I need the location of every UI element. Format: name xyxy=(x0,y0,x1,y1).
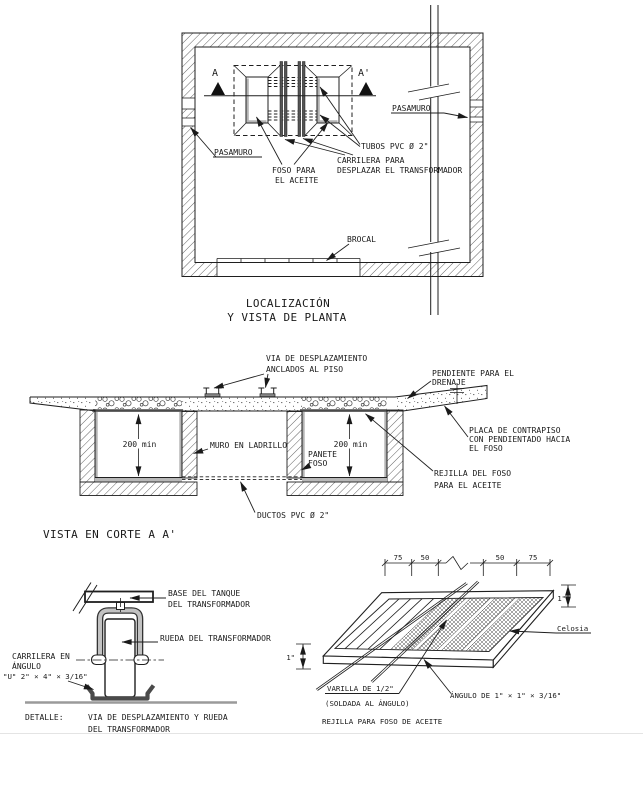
pendiente-label-line2: DRENAJE xyxy=(432,378,466,387)
rejilla-label-line2: PARA EL ACEITE xyxy=(434,481,502,490)
section-view xyxy=(30,354,570,541)
carrilera-angulo-line3: "U" 2" × 4" × 3/16" xyxy=(3,672,88,681)
tubos-pvc-label: TUBOS PVC Ø 2" xyxy=(361,142,429,151)
oil-pit-plan xyxy=(234,66,352,136)
pendiente-label-line1: PENDIENTE PARA EL xyxy=(432,369,514,378)
pasamuro-left-label: PASAMURO xyxy=(214,148,253,157)
placa-label-line3: EL FOSO xyxy=(469,444,503,453)
wheel-detail-view xyxy=(3,583,271,735)
pit-walls-section xyxy=(80,410,403,496)
dim-50-left: 50 xyxy=(420,553,430,562)
carrilera-angulo-line2: ÁNGULO xyxy=(12,662,41,671)
section-triangle-a-prime xyxy=(359,82,373,95)
dim-1inch-left: 1" xyxy=(286,653,295,662)
carrilera-label-line1: CARRILERA PARA xyxy=(337,156,405,165)
section-marker-a-prime: A' xyxy=(358,68,371,79)
rails-section xyxy=(203,388,276,397)
varilla-label-line1: VARILLA DE 1/2" xyxy=(327,684,394,693)
section-triangle-a xyxy=(211,82,225,95)
pasamuro-right-label: PASAMURO xyxy=(392,104,431,113)
muro-label: MURO EN LADRILLO xyxy=(210,441,288,450)
transformer-wheel xyxy=(105,619,135,697)
carrilera-label-line2: DESPLAZAR EL TRANSFORMADOR xyxy=(337,166,463,175)
rail-bars-plan xyxy=(280,62,305,137)
section-caption: VISTA EN CORTE A A' xyxy=(43,528,177,541)
celosia-label: Celosia xyxy=(557,624,589,633)
grating-dimension-line xyxy=(382,553,553,576)
plan-view xyxy=(182,5,483,324)
ductos-label: DUCTOS PVC Ø 2" xyxy=(257,511,330,520)
via-label-line1: VIA DE DESPLAZAMIENTO xyxy=(266,354,368,363)
rueda-label: RUEDA DEL TRANSFORMADOR xyxy=(160,634,271,643)
carrilera-angulo-line1: CARRILERA EN xyxy=(12,652,70,661)
varilla-label-line2: (SOLDADA AL ÁNGULO) xyxy=(325,699,410,708)
tank-base-bar xyxy=(85,592,153,603)
plan-caption-line2: Y VISTA DE PLANTA xyxy=(227,311,347,324)
ductos-dashed-lines xyxy=(182,477,302,480)
panete-label-line1: PANETE xyxy=(308,450,337,459)
dimension-200min-left xyxy=(120,415,158,477)
grating-body xyxy=(316,581,553,691)
pvc-tubes-plan xyxy=(268,78,317,121)
placa-label-line1: PLACA DE CONTRAPISO xyxy=(469,426,561,435)
plan-caption-line1: LOCALIZACIÓN xyxy=(245,297,331,310)
dim-200min-right: 200 min xyxy=(333,440,368,449)
base-label-line2: DEL TRANSFORMADOR xyxy=(168,600,250,609)
thickness-dim-right xyxy=(557,585,576,607)
detail-caption-line1: VIA DE DESPLAZAMIENTO Y RUEDA xyxy=(88,713,228,722)
rejilla-label-line1: REJILLA DEL FOSO xyxy=(434,469,512,478)
base-label-line1: BASE DEL TANQUE xyxy=(168,589,241,598)
panete-label-line2: FOSO xyxy=(308,459,328,468)
section-marker-a: A xyxy=(212,68,219,79)
angulo-label: ÁNGULO DE 1" × 1" × 3/16" xyxy=(450,691,562,700)
detalle-label: DETALLE: xyxy=(25,713,64,722)
foso-label-line2: EL ACEITE xyxy=(275,176,319,185)
dim-1inch-right: 1" xyxy=(557,594,566,603)
thickness-dim-left xyxy=(286,644,311,669)
grating-detail-view xyxy=(286,553,591,726)
via-label-line2: ANCLADOS AL PISO xyxy=(266,365,344,374)
floor-slab xyxy=(30,383,487,412)
dim-75-left: 75 xyxy=(393,553,403,562)
brocal-label: BROCAL xyxy=(347,235,376,244)
placa-label-line2: CON PENDIENTADO HACIA xyxy=(469,435,571,444)
foso-label-line1: FOSO PARA xyxy=(272,166,316,175)
detail-caption-line2: DEL TRANSFORMADOR xyxy=(88,725,170,734)
dim-200min-left: 200 min xyxy=(122,440,157,449)
section-cut-line xyxy=(204,68,376,96)
plan-labels xyxy=(191,87,468,324)
dimension-200min-right xyxy=(331,415,369,477)
dim-50-right: 50 xyxy=(495,553,505,562)
dim-75-right: 75 xyxy=(528,553,538,562)
grating-caption: REJILLA PARA FOSO DE ACEITE xyxy=(322,717,443,726)
